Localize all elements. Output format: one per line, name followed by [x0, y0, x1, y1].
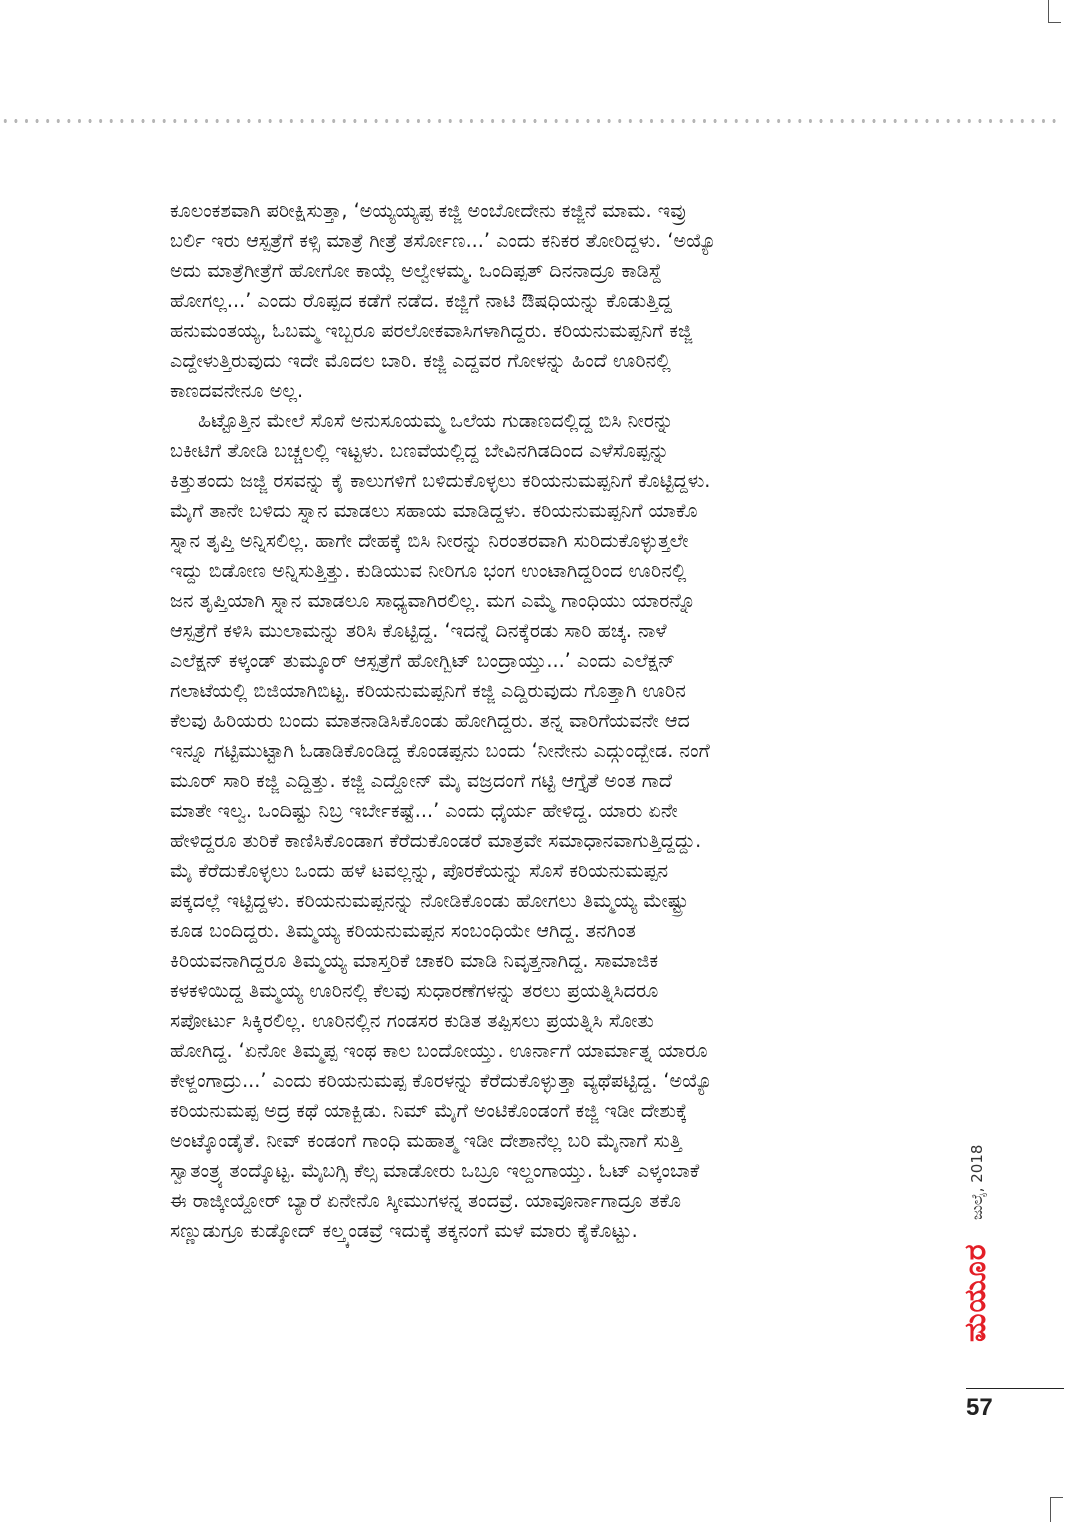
- text-line: ಈ ರಾಜ್ಕೀಯ್ದೋರ್ ಬ್ಯಾರೆ ಏನೇನೊ ಸ್ಕೀಮುಗಳನ್ನ ತಂದವ್ರೆ. ಯಾವೂರ್ನಾಗಾದ್ರೂ ತಕೊ: [170, 1189, 682, 1212]
- text-line: ಹೋಗಿದ್ದ. ‘ಏನೋ ತಿಮ್ಮಪ್ಪ ಇಂಥ ಕಾಲ ಬಂದೋಯ್ತು. ಊರ್ನಾಗೆ ಯಾರ್ಮಾತ್ನ ಯಾರೂ: [170, 1039, 708, 1062]
- issue-date: ಜುಲೈ, 2018: [968, 1144, 986, 1220]
- paragraph-2: [170, 406, 922, 1246]
- text-line: ಪಕ್ಕದಲ್ಲೆ ಇಟ್ಟಿದ್ದಳು. ಕರಿಯನುಮಪ್ಪನನ್ನು ನೋಡಿಕೊಂಡು ಹೋಗಲು ತಿಮ್ಮಯ್ಯ ಮೇಷ್ಟ್ರು: [170, 889, 689, 912]
- text-line: ಸ್ನಾನ ತೃಪ್ತಿ ಅನ್ನಿಸಲಿಲ್ಲ. ಹಾಗೇ ದೇಹಕ್ಕೆ ಬಿಸಿ ನೀರನ್ನು ನಿರಂತರವಾಗಿ ಸುರಿದುಕೊಳ್ಳುತ್ತಲೇ: [170, 529, 689, 552]
- text-line: ಕಳಕಳಿಯಿದ್ದ ತಿಮ್ಮಯ್ಯ ಊರಿನಲ್ಲಿ ಕೆಲವು ಸುಧಾರಣೆಗಳನ್ನು ತರಲು ಪ್ರಯತ್ನಿಸಿದರೂ: [170, 979, 659, 1002]
- text-line: ಕೂಲಂಕಶವಾಗಿ ಪರೀಕ್ಷಿಸುತ್ತಾ, ‘ಅಯ್ಯಯ್ಯಪ್ಪ ಕಜ್ಜಿ ಅಂಬೋದೇನು ಕಜ್ಜಿನೆ ಮಾಮ. ಇವ್ರು: [170, 199, 687, 222]
- text-line: ಅದು ಮಾತ್ರೆಗೀತ್ರೆಗೆ ಹೋಗೋ ಕಾಯ್ಲೆ ಅಲ್ವೇಳಮ್ಮ. ಒಂದಿಪ್ಪತ್ ದಿನನಾದ್ರೂ ಕಾಡಿಸ್ದೆ: [170, 259, 662, 282]
- text-line: ಸಪೋರ್ಟು ಸಿಕ್ಕಿರಲಿಲ್ಲ. ಊರಿನಲ್ಲಿನ ಗಂಡಸರ ಕುಡಿತ ತಪ್ಪಿಸಲು ಪ್ರಯತ್ನಿಸಿ ಸೋತು: [170, 1009, 654, 1032]
- text-line: ಎದ್ದೇಳುತ್ತಿರುವುದು ಇದೇ ಮೊದಲ ಬಾರಿ. ಕಜ್ಜಿ ಎದ್ದವರ ಗೋಳನ್ನು ಹಿಂದೆ ಊರಿನಲ್ಲಿ: [170, 349, 671, 372]
- text-line: ಸ್ವಾತಂತ್ರ್ಯ ತಂದ್ಕೊಟ್ಟ. ಮೈಬಗ್ಸಿ ಕೆಲ್ಸ ಮಾಡೋರು ಒಬ್ರೂ ಇಲ್ದಂಗಾಯ್ತು. ಓಟ್ ಎಳ್ಕಂಬಾಕೆ: [170, 1159, 700, 1182]
- article-body: [170, 196, 922, 1246]
- text-line: ಬಕೀಟಿಗೆ ತೋಡಿ ಬಚ್ಚಲಲ್ಲಿ ಇಟ್ಟಳು. ಬಣವೆಯಲ್ಲಿದ್ದ ಬೇವಿನಗಿಡದಿಂದ ಎಳೆಸೊಪ್ಪನ್ನು: [170, 439, 670, 462]
- text-line: ಮೂರ್ ಸಾರಿ ಕಜ್ಜಿ ಎದ್ದಿತ್ತು. ಕಜ್ಜಿ ಎದ್ದೋನ್ ಮೈ ವಜ್ರದಂಗೆ ಗಟ್ಟಿ ಆಗ್ತೈತೆ ಅಂತ ಗಾದೆ: [170, 769, 673, 792]
- text-line: ಹನುಮಂತಯ್ಯ, ಓಬಮ್ಮ ಇಬ್ಬರೂ ಪರಲೋಕವಾಸಿಗಳಾಗಿದ್ದರು. ಕರಿಯನುಮಪ್ಪನಿಗೆ ಕಜ್ಜಿ: [170, 319, 693, 342]
- text-line: ಕರಿಯನುಮಪ್ಪ ಅದ್ರ ಕಥೆ ಯಾಕ್ಬಿಡು. ನಿಮ್ ಮೈಗೆ ಅಂಟಿಕೊಂಡಂಗೆ ಕಜ್ಜಿ ಇಡೀ ದೇಶುಕ್ಕೆ: [170, 1099, 688, 1122]
- dotted-header-rule: [0, 117, 1060, 125]
- page-number: 57: [966, 1394, 993, 1421]
- magazine-logo: ಮಯೂರ: [958, 1243, 993, 1343]
- text-line: ಗಲಾಟೆಯಲ್ಲಿ ಬಿಜಿಯಾಗಿಬಿಟ್ಟ. ಕರಿಯನುಮಪ್ಪನಿಗೆ ಕಜ್ಜಿ ಎದ್ದಿರುವುದು ಗೊತ್ತಾಗಿ ಊರಿನ: [170, 679, 686, 702]
- text-line: ಹಿಟ್ಟೊತ್ತಿನ ಮೇಲೆ ಸೊಸೆ ಅನುಸೂಯಮ್ಮ ಒಲೆಯ ಗುಡಾಣದಲ್ಲಿದ್ದ ಬಿಸಿ ನೀರನ್ನು: [198, 409, 674, 432]
- text-line: ಕಾಣದವನೇನೂ ಅಲ್ಲ.: [170, 379, 304, 402]
- text-line: ಕೆಲವು ಹಿರಿಯರು ಬಂದು ಮಾತನಾಡಿಸಿಕೊಂಡು ಹೋಗಿದ್ದರು. ತನ್ನ ವಾರಿಗೆಯವನೇ ಆದ: [170, 709, 690, 732]
- text-line: ಕಿರಿಯವನಾಗಿದ್ದರೂ ತಿಮ್ಮಯ್ಯ ಮಾಸ್ತರಿಕೆ ಚಾಕರಿ ಮಾಡಿ ನಿವೃತ್ತನಾಗಿದ್ದ. ಸಾಮಾಜಿಕ: [170, 949, 659, 972]
- text-line: ಮೈಗೆ ತಾನೇ ಬಳಿದು ಸ್ನಾನ ಮಾಡಲು ಸಹಾಯ ಮಾಡಿದ್ದಳು. ಕರಿಯನುಮಪ್ಪನಿಗೆ ಯಾಕೊ: [170, 499, 698, 522]
- folio-rule: [966, 1388, 1064, 1389]
- paragraph-1: [170, 196, 922, 406]
- text-line: ಕಿತ್ತುತಂದು ಜಜ್ಜಿ ರಸವನ್ನು ಕೈ ಕಾಲುಗಳಿಗೆ ಬಳಿದುಕೊಳ್ಳಲು ಕರಿಯನುಮಪ್ಪನಿಗೆ ಕೊಟ್ಟಿದ್ದಳು.: [170, 469, 711, 492]
- text-line: ಕೇಳ್ದಂಗಾದ್ರು...’ ಎಂದು ಕರಿಯನುಮಪ್ಪ ಕೊರಳನ್ನು ಕೆರೆದುಕೊಳ್ಳುತ್ತಾ ವ್ಯಥೆಪಟ್ಟಿದ್ದ. ‘ಅಯ್ಯೊ: [170, 1069, 713, 1092]
- text-line: ಇನ್ನೂ ಗಟ್ಟಿಮುಟ್ಟಾಗಿ ಓಡಾಡಿಕೊಂಡಿದ್ದ ಕೊಂಡಪ್ಪನು ಬಂದು ‘ನೀನೇನು ಎದ್ಗುಂದ್ಬೇಡ. ನಂಗೆ: [170, 739, 710, 762]
- text-line: ಇದ್ದು ಬಿಡೋಣ ಅನ್ನಿಸುತ್ತಿತ್ತು. ಕುಡಿಯುವ ನೀರಿಗೂ ಭಂಗ ಉಂಟಾಗಿದ್ದರಿಂದ ಊರಿನಲ್ಲಿ: [170, 559, 687, 582]
- text-line: ಎಲೆಕ್ಷನ್ ಕಳ್ಕಂಡ್ ತುಮ್ಕೂರ್ ಆಸ್ಪತ್ರೆಗೆ ಹೋಗ್ಬಿಟ್ ಬಂದ್ರಾಯ್ತು...’ ಎಂದು ಎಲೆಕ್ಷನ್: [170, 649, 676, 672]
- text-line: ಹೇಳಿದ್ದರೂ ತುರಿಕೆ ಕಾಣಿಸಿಕೊಂಡಾಗ ಕೆರೆದುಕೊಂಡರೆ ಮಾತ್ರವೇ ಸಮಾಧಾನವಾಗುತ್ತಿದ್ದದ್ದು.: [170, 829, 702, 852]
- crop-mark-bottom-right: [1050, 1497, 1063, 1522]
- crop-mark-top-right: [1048, 0, 1061, 23]
- text-line: ಅಂಟ್ಕೊಂಡೈತೆ. ನೀವ್ ಕಂಡಂಗೆ ಗಾಂಧಿ ಮಹಾತ್ಮ ಇಡೀ ದೇಶಾನೆಲ್ಲ ಬರಿ ಮೈನಾಗೆ ಸುತ್ತಿ: [170, 1129, 682, 1152]
- text-line: ಆಸ್ಪತ್ರೆಗೆ ಕಳಿಸಿ ಮುಲಾಮನ್ನು ತರಿಸಿ ಕೊಟ್ಟಿದ್ದ. ‘ಇದನ್ನೆ ದಿನಕ್ಕೆರಡು ಸಾರಿ ಹಚ್ಕ. ನಾಳೆ: [170, 619, 667, 642]
- text-line: ಮೈ ಕೆರೆದುಕೊಳ್ಳಲು ಒಂದು ಹಳೆ ಟವಲ್ಲನ್ನು, ಪೊರಕೆಯನ್ನು ಸೊಸೆ ಕರಿಯನುಮಪ್ಪನ: [170, 859, 669, 882]
- text-line: ಬರ್ಲಿ ಇರು ಆಸ್ಪತ್ರೆಗೆ ಕಳ್ಸಿ ಮಾತ್ರೆ ಗೀತ್ರೆ ತರ್ಸೋಣ...’ ಎಂದು ಕನಿಕರ ತೋರಿದ್ದಳು. ‘ಅಯ್ಯೊ: [170, 229, 717, 252]
- text-line: ಜನ ತೃಪ್ತಿಯಾಗಿ ಸ್ನಾನ ಮಾಡಲೂ ಸಾಧ್ಯವಾಗಿರಲಿಲ್ಲ. ಮಗ ಎಮ್ಮೆ ಗಾಂಧಿಯು ಯಾರನ್ನೊ: [170, 589, 696, 612]
- text-line: ಕೂಡ ಬಂದಿದ್ದರು. ತಿಮ್ಮಯ್ಯ ಕರಿಯನುಮಪ್ಪನ ಸಂಬಂಧಿಯೇ ಆಗಿದ್ದ. ತನಗಿಂತ: [170, 919, 636, 942]
- text-line: ಮಾತೇ ಇಲ್ವ. ಒಂದಿಷ್ಟು ನಿಬ್ರ ಇರ್ಬೇಕಷ್ಟೆ...’ ಎಂದು ಧೈರ್ಯ ಹೇಳಿದ್ದ. ಯಾರು ಏನೇ: [170, 799, 678, 822]
- text-line: ಹೋಗಲ್ಲ...’ ಎಂದು ರೊಪ್ಪದ ಕಡೆಗೆ ನಡೆದ. ಕಜ್ಜಿಗೆ ನಾಟಿ ಔಷಧಿಯನ್ನು ಕೊಡುತ್ತಿದ್ದ: [170, 289, 672, 312]
- text-line: ಸಣ್ಣುಡುಗ್ರೂ ಕುಡ್ಕೋದ್ ಕಲ್ತ್ಕಂಡವ್ರೆ ಇದುಕ್ಕೆ ತಕ್ಕನಂಗೆ ಮಳೆ ಮಾರು ಕೈಕೊಟ್ಟು.: [170, 1219, 638, 1242]
